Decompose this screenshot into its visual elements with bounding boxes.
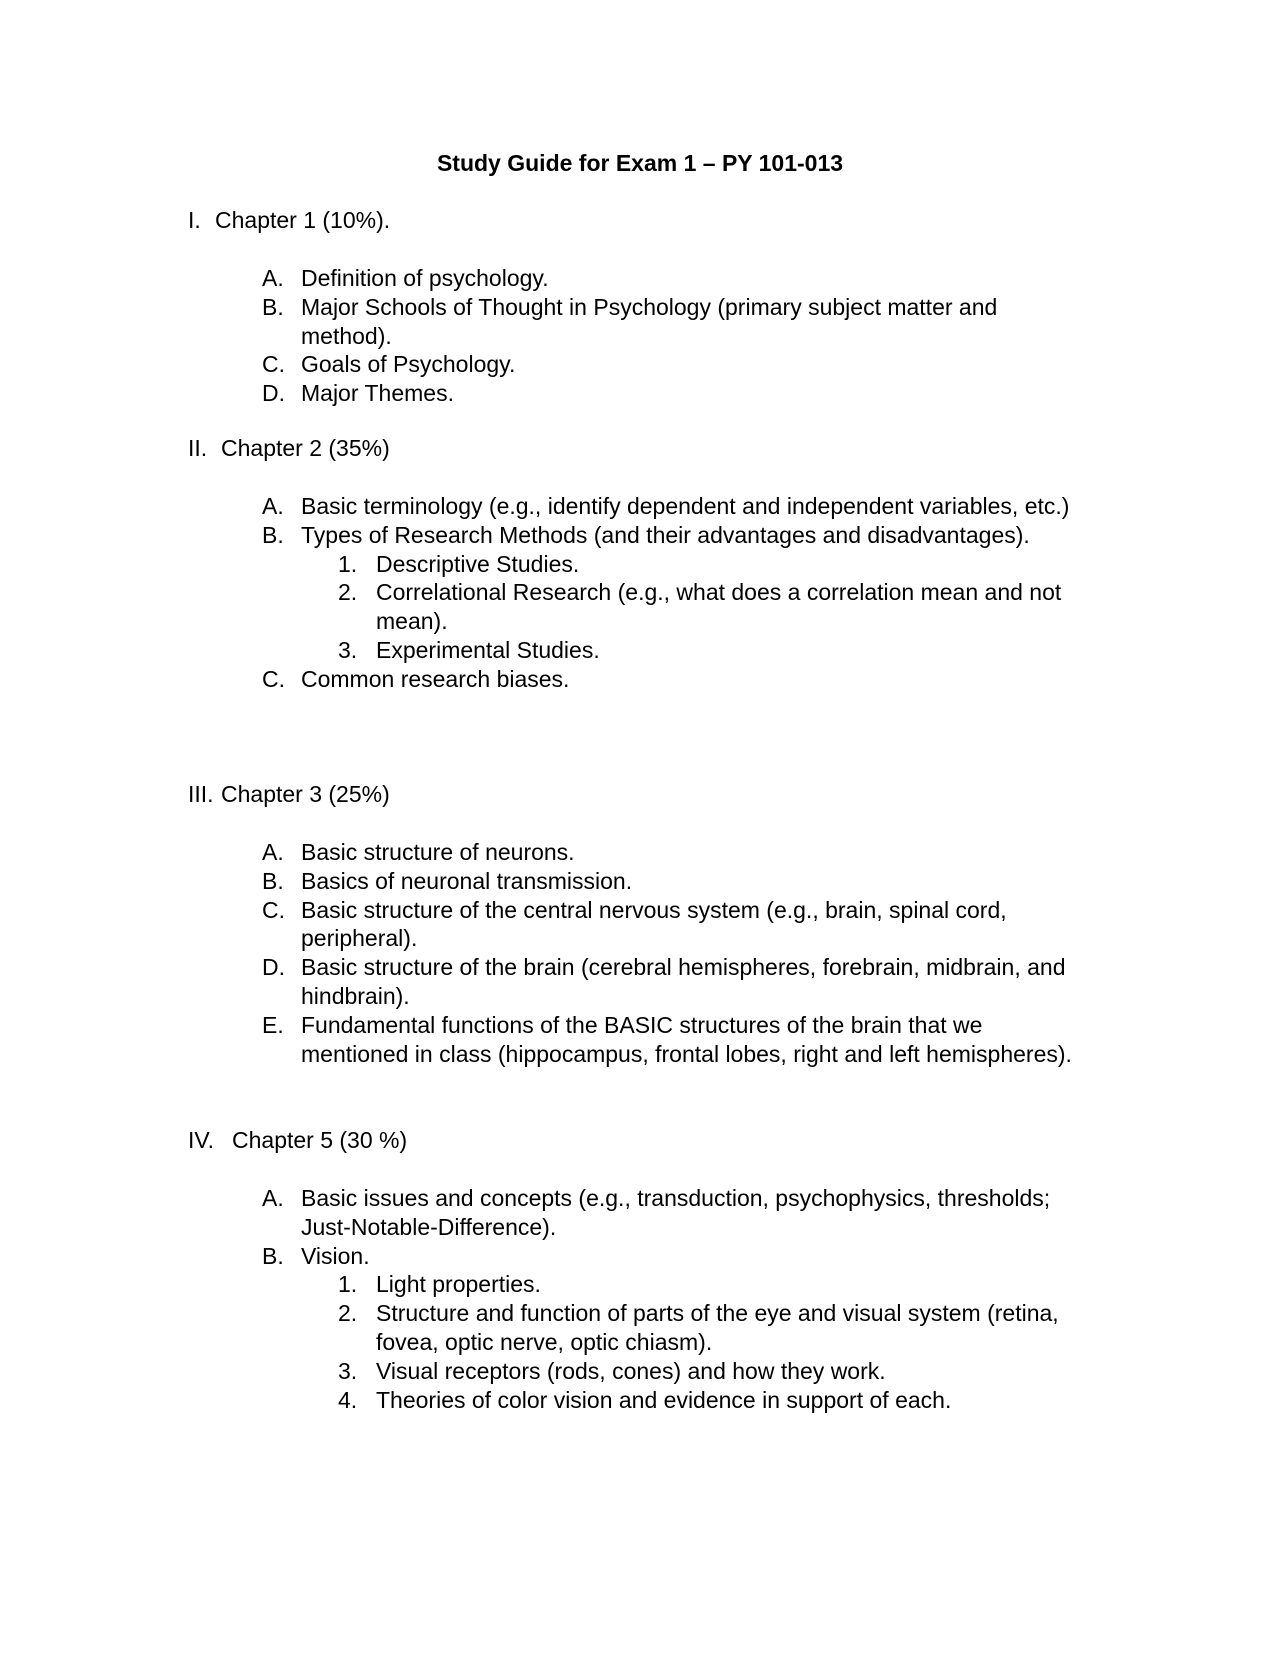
list-item [188,350,1088,379]
sub-item-marker: 3. [338,1357,358,1384]
page-title: Study Guide for Exam 1 – PY 101-013 [436,150,844,176]
sub-item-text: Descriptive Studies. [376,550,580,577]
list-item [188,521,1088,550]
sub-list-item [188,1270,1088,1299]
list-item [188,293,1088,351]
item-list [188,838,1088,1068]
sub-item-marker: 3. [338,636,358,663]
item-text: Basic issues and concepts (e.g., transduction, psychophysics, thresholds; Just-Notable-Difference). [301,1185,1051,1240]
section-chapter-1 [188,206,1088,408]
sub-list-item [188,1357,1088,1386]
list-item [188,1011,1088,1069]
item-text: Basic structure of the central nervous system (e.g., brain, spinal cord, peripheral). [301,896,1007,952]
item-list [188,264,1088,408]
list-item [188,867,1088,896]
item-marker: C. [262,896,285,923]
list-item [188,492,1088,521]
item-text: Major Schools of Thought in Psychology (primary subject matter and method). [301,293,998,349]
sub-item-text: Visual receptors (rods, cones) and how they work. [376,1357,886,1384]
section-title: Chapter 2 (35%) [221,435,390,461]
item-text: Vision. [301,1242,370,1269]
list-item [188,1184,1088,1242]
section-title: Chapter 3 (25%) [221,781,390,807]
item-marker: C. [262,351,285,378]
sub-list-item [188,1386,1088,1415]
item-marker: B. [262,293,284,320]
item-text: Basics of neuronal transmission. [301,867,633,894]
item-marker: A. [262,839,284,865]
section-heading [188,780,1088,809]
sub-item-text: Light properties. [376,1271,541,1298]
item-text: Major Themes. [301,380,454,407]
list-item [188,1242,1088,1271]
item-marker: B. [262,521,284,548]
item-marker: A. [262,265,284,291]
sub-item-text: Experimental Studies. [376,636,600,663]
item-marker: B. [262,1242,284,1269]
section-numeral: III. [188,781,214,807]
sub-list-item [188,636,1088,665]
item-marker: A. [262,1185,284,1211]
section-title: Chapter 1 (10%). [215,207,391,233]
sub-item-marker: 4. [338,1386,358,1413]
list-item [188,665,1088,694]
item-text: Common research biases. [301,665,570,692]
section-title: Chapter 5 (30 %) [232,1127,408,1153]
item-text: Definition of psychology. [301,265,549,291]
sub-item-marker: 1. [338,550,358,577]
section-heading [188,1126,1088,1155]
item-text: Basic structure of neurons. [301,839,575,865]
item-marker: D. [262,954,285,981]
section-numeral: I. [188,207,201,233]
sub-item-marker: 2. [338,1300,358,1327]
sub-list-item [188,550,1088,579]
list-item [188,953,1088,1011]
section-numeral: II. [188,435,208,461]
section-chapter-3 [188,780,1088,1068]
section-chapter-2 [188,434,1088,694]
item-text: Types of Research Methods (and their advantages and disadvantages). [301,521,1030,548]
sub-item-marker: 1. [338,1271,358,1298]
item-text: Goals of Psychology. [301,351,516,378]
item-marker: B. [262,867,284,894]
list-item [188,896,1088,954]
item-list [188,1184,1088,1414]
sub-list-item [188,1299,1088,1357]
item-marker: A. [262,493,284,519]
section-heading [188,206,1088,235]
item-text: Fundamental functions of the BASIC structures of the brain that we mentioned in class (hippocampus, frontal lobes, right and left hemispheres). [301,1011,1072,1067]
section-numeral: IV. [188,1127,215,1153]
list-item [188,264,1088,293]
item-marker: D. [262,380,285,407]
section-heading [188,434,1088,463]
sub-item-text: Correlational Research (e.g., what does a correlation mean and not mean). [376,579,1062,635]
list-item [188,379,1088,408]
item-text: Basic terminology (e.g., identify dependent and independent variables, etc.) [301,493,1070,519]
sub-item-marker: 2. [338,579,358,606]
sub-item-text: Structure and function of parts of the eye and visual system (retina, fovea, optic nerve, optic chiasm). [376,1300,1059,1355]
list-item [188,838,1088,867]
section-chapter-5 [188,1126,1088,1414]
sub-list-item [188,578,1088,636]
sub-item-text: Theories of color vision and evidence in support of each. [376,1386,952,1413]
item-marker: C. [262,665,285,692]
item-marker: E. [262,1011,284,1038]
item-text: Basic structure of the brain (cerebral hemispheres, forebrain, midbrain, and hindbrain). [301,954,1066,1009]
item-list [188,492,1088,694]
